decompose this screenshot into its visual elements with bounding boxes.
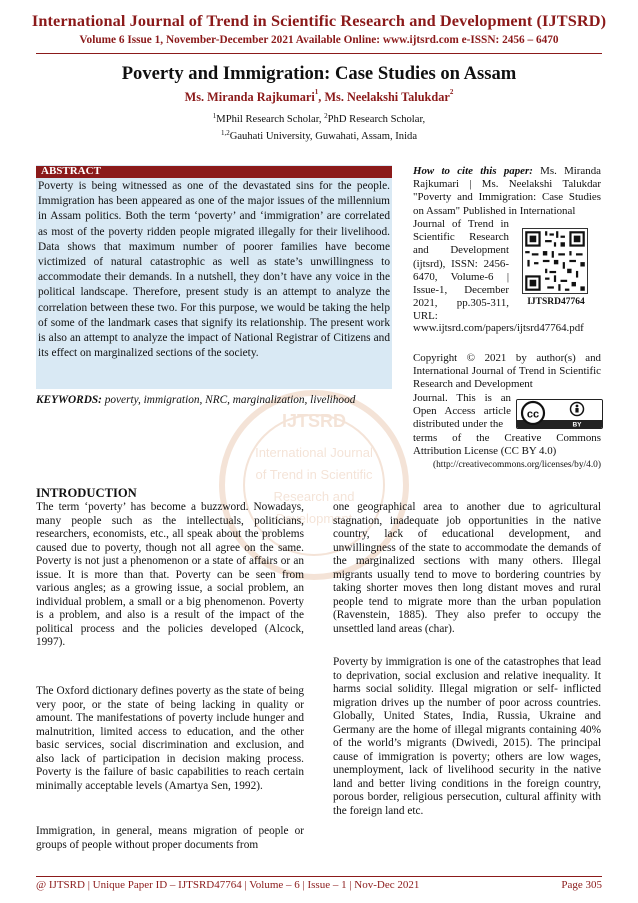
affiliation-line-2 [0,131,638,142]
footer-divider [36,876,602,877]
section-heading-introduction: INTRODUCTION [36,486,137,500]
header-divider [36,53,602,54]
affil-role-2: PhD Research Scholar, [327,114,426,125]
license-url[interactable]: (http://creativecommons.org/licenses/by/4.0) [432,460,601,470]
citation-text-1: Ms. Miranda Rajkumari | Ms. Neelakshi Talukdar "Poverty and Immigration: Case Studies on Assam" Published in International [413,165,601,217]
affil-role-1: MPhil Research Scholar, [216,114,325,125]
author-separator: , [318,90,325,104]
cc-by-badge [516,399,603,429]
watermark-line-5: Development [275,511,353,526]
watermark-line-1: IJTSRD [281,411,347,431]
footer-info: @ IJTSRD | Unique Paper ID – IJTSRD47764 | Volume – 6 | Issue – 1 | Nov-Dec 2021 [36,879,420,891]
citation-text-2: Journal of Trend in Scientific Research and Development (ijtsrd), ISSN: 2456-6470, Volume-6 | Issue-1, December 2021, pp.305-311, URL: [413,218,509,323]
qr-code-icon [522,228,588,294]
watermark-line-3: of Trend in Scientific [255,467,373,482]
paper-title: Poverty and Immigration: Case Studies on Assam [121,63,517,84]
intro-paragraph-2: The Oxford dictionary defines poverty as the state of being very poor, or the state of being lacking in quality or amount. The manifestations of poverty include hunger and malnutrition, limited access to education, and the other basic services, social discrimination and exclusion, and also lack of participation in decision making process. Poverty is the failure of basic capabilities to reach certain minimally acceptable levels (Amartya Sen, 1992). [36,685,304,792]
author-1-sup: 1 [314,88,319,96]
abstract-text: Poverty is being witnessed as one of the devastated sins for the people. Immigration has been appeared as one of the major issues of the millennium in Assam politics. Both the term ‘poverty’ and ‘immigration’ are correlated as most of the poverty ridden people migrated illegally for their livelihood. Data shows that maximum number of poorer families have become victimized of natural catastrophic as well as state’s unwillingness to accommodate their demands. In a nutshell, they don’t have any voice in the political landscape. Therefore, present study is an attempt to analyze the correlation between these two. For this purpose, we would be taking the help of some of the landmark cases that signify its relationship. The present work is also an attempt to analyze the impact of National Registrar of Citizens and its effect on marginalized sections of the society. [38,180,390,360]
journal-title: International Journal of Trend in Scientific Research and Development (IJTSRD) [31,11,607,30]
keywords [36,394,396,406]
cc-badge-by: BY [572,421,582,428]
citation-block [413,165,601,218]
affiliation-line-1 [0,114,638,125]
copyright-text-3: terms of the Creative Commons Attribution License (CC BY 4.0) [413,432,601,458]
copyright-text-2: Journal. This is an Open Access article distributed under the [413,392,511,431]
copyright-text-1: Copyright © 2021 by author(s) and International Journal of Trend in Scientific Research and Development [413,352,601,391]
right-paragraph-1: one geographical area to another due to agricultural stagnation, inadequate job opportunities in the native country, lack of educational development, and unwillingness of the state to accommodate the demands of the marginalized sections with many others. Illegal migrants usually tend to move to bordering countries by taking shorter moves then long distant moves and rural people tend to migrate more than the urban population (Ravenstein, 1885). They also prefer to occupy the unsettled land areas (char). [333,501,601,635]
watermark-line-4: Research and [273,489,355,504]
abstract-label: ABSTRACT [41,165,101,177]
qr-paper-id: IJTSRD47764 [527,297,585,307]
citation-url[interactable]: www.ijtsrd.com/papers/ijtsrd47764.pdf [413,322,584,334]
affil-sup-1: 1 [212,112,217,120]
journal-info: Volume 6 Issue 1, November-December 2021 Available Online: www.ijtsrd.com e-ISSN: 2456 – 6470 [79,34,559,46]
intro-paragraph-3: Immigration, in general, means migration of people or groups of people without proper documents from [36,825,304,851]
intro-paragraph-1: The term ‘poverty’ has become a buzzword. Nowadays, many people such as the intellectuals, politicians, researchers, economists, etc., all speak about the problems caused due to poverty, though not all agree on the same. Poverty is not just a phenomenon or a state of affairs or an issue. It is more than that. Poverty can be seen from various angles; as a growing issue, a social problem, an individual problem, a small or a big phenomenon. Poverty is a problem, and also is a result of the impact of the political process and the policies developed (Alcock, 1997). [36,501,304,648]
svg-text:cc: cc [526,408,540,421]
right-paragraph-2: Poverty by immigration is one of the catastrophes that lead to deprivation, social exclusion and relative inequality. It harms social solidity. Illegal migration or self- inflicted migration drives up the number of poor across countries. Globally, United States, India, Russia, Ukraine and Germany are the home of illegal migrants containing 40% of the world’s migrants (Dwivedi, 2015). The principal cause of immigration is poverty; others are low wages, unemployment, lack of livelihood security in the native land and better living conditions in the foreign country, porous border, religious persecution, cultural affinity with the foreign land etc. [333,656,601,817]
author-1: Ms. Miranda Rajkumari [184,90,315,104]
cc-license-icon [517,400,602,428]
author-2: Ms. Neelakshi Talukdar [324,90,450,104]
affil-sup-3: 1,2 [220,129,230,137]
citation-label: How to cite this paper: [413,165,533,177]
watermark-line-2: International Journal [255,445,373,460]
affil-institution: Gauhati University, Guwahati, Assam, Inida [229,131,418,142]
author-line [0,90,638,105]
affil-sup-2: 2 [324,112,328,120]
keywords-label: KEYWORDS: [36,394,102,406]
keywords-text: poverty, immigration, NRC, marginalization, livelihood [101,394,356,406]
page-number: Page 305 [561,879,602,891]
author-2-sup: 2 [449,88,454,96]
